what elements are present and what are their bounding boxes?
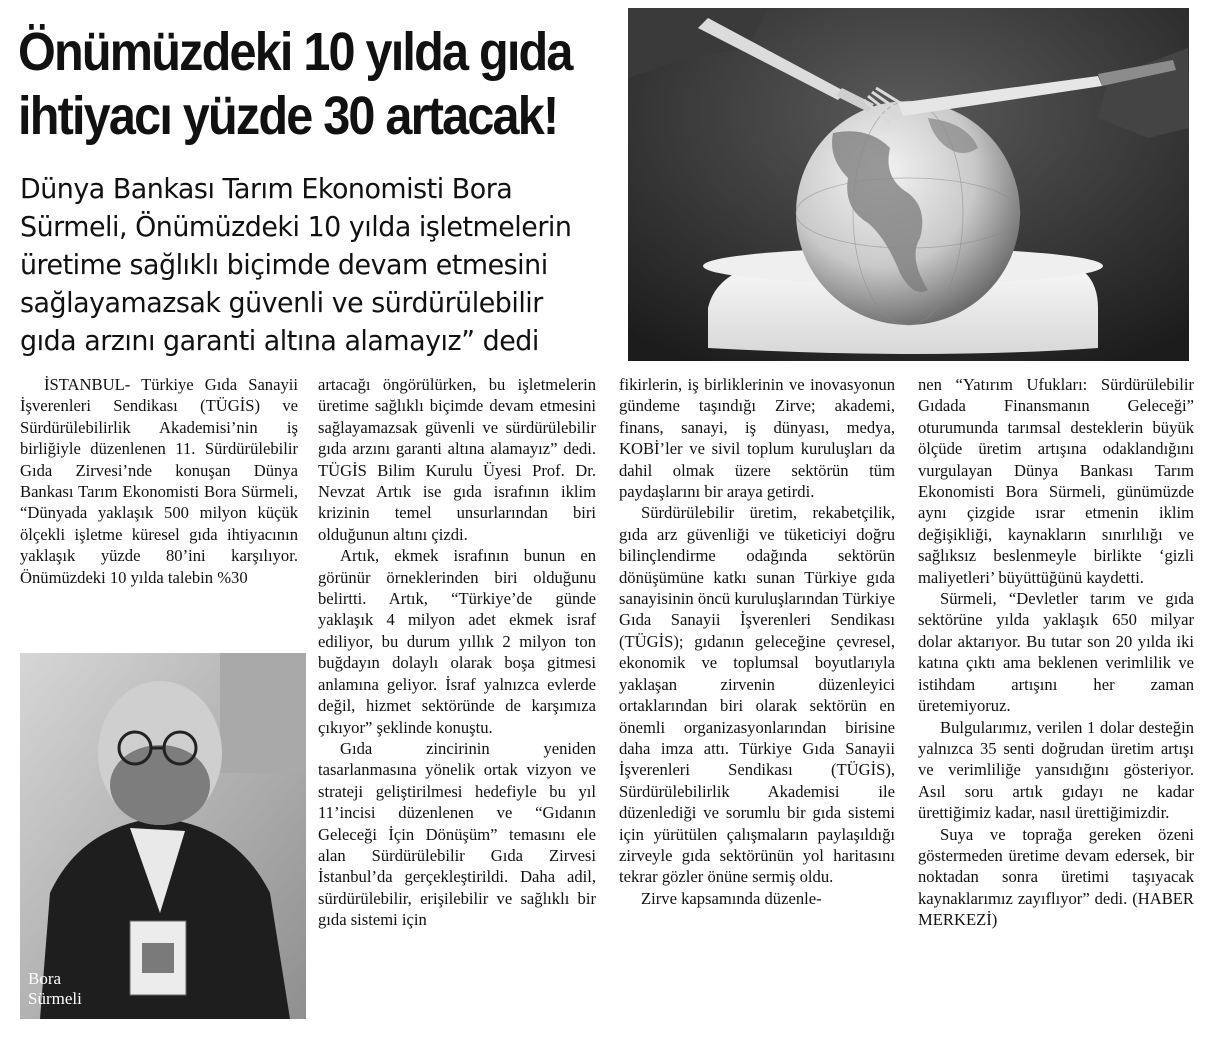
body-column-2 <box>318 374 596 931</box>
globe-illustration <box>628 8 1189 361</box>
photo-caption: Bora Sürmeli <box>28 969 82 1008</box>
paragraph: Gıda zincirinin yeniden tasarlanmasına yönelik ortak vizyon ve strateji geliştirilmesi hedefiyle bu yıl 11’incisi düzenlenen ve “Gıdanın Geleceği İçin Dönüşüm” temasını ele alan Sürdürülebilir Gıda Zirvesi İstanbul’da gerçekleştirildi. Daha adil, sürdürülebilir, erişilebilir ve sağlıklı bir gıda sistemi için <box>318 738 596 930</box>
subhead-line: gıda arzını garanti altına alamayız” dedi <box>20 324 539 357</box>
subhead-line: Sürmeli, Önümüzdeki 10 yılda işletmelerin <box>20 210 572 243</box>
paragraph: Bulgularımız, verilen 1 dolar desteğin yalnızca 35 senti doğrudan üretim artışı ve verimliliğe yansıdığını gösteriyor. Asıl soru artık gıdayı ne kadar ürettiğimiz kadar, nasıl ürettiğimizdir. <box>918 717 1194 823</box>
paragraph: Suya ve toprağa gereken özeni göstermeden üretime devam edersek, bir noktadan sonra üretimi taşıyacak kaynaklarımız zayıflıyor” dedi. (HABER MERKEZİ) <box>918 824 1194 930</box>
subhead-line: sağlayamazsak güvenli ve sürdürülebilir <box>20 286 543 319</box>
speaker-illustration <box>20 653 306 1019</box>
paragraph: fikirlerin, iş birliklerinin ve inovasyonun gündeme taşındığı Zirve; akademi, finans, sanayi, iş dünyası, medya, KOBİ’ler ve sivil toplum kuruluşları da dahil olmak üzere sektörün tüm paydaşlarını bir araya getirdi. <box>619 375 895 502</box>
body-column-4 <box>918 374 1194 931</box>
headline <box>18 20 572 148</box>
subhead-line: üretime sağlıklı biçimde devam etmesini <box>20 248 548 281</box>
headline-line-2: ihtiyacı yüzde 30 artacak! <box>18 86 558 146</box>
subhead-line: Dünya Bankası Tarım Ekonomisti Bora <box>20 172 513 205</box>
paragraph: Artık, ekmek israfının bunun en görünür örneklerinden biri olduğunu belirtti. Artık, “Türkiye’de günde yaklaşık 4 milyon adet ekmek israf ediliyor, bu durum yıllık 2 milyon ton buğdayın dolaylı olarak boşa gitmesi anlamına geliyor. İsraf yalnızca evlerde değil, hizmet sektöründe de karşımıza çıkıyor” şeklinde konuştu. <box>318 546 596 737</box>
body-column-1 <box>20 374 298 588</box>
paragraph: İSTANBUL- Türkiye Gıda Sanayii İşverenleri Sendikası (TÜGİS) ve Sürdürülebilirlik Akademisi’nin iş birliğiyle düzenlenen 11. Sürdürülebilir Gıda Zirvesi’nde konuşan Dünya Bankası Tarım Ekonomisti Bora Sürmeli, “Dünyada yaklaşık 500 milyon küçük ölçekli işletme küresel gıda ihtiyacının yaklaşık yüzde 80’ini karşılıyor. Önümüzdeki 10 yılda talebin %30 <box>20 375 298 587</box>
paragraph: Zirve kapsamında düzenle- <box>641 888 822 908</box>
paragraph: Sürmeli, “Devletler tarım ve gıda sektörüne yılda yaklaşık 650 milyar dolar aktarıyor. Bu tutar son 20 yılda iki katına çıktı ama beklenen verimlilik ve istihdam artışını her zaman üretemiyoruz. <box>918 589 1194 716</box>
headline-line-1: Önümüzdeki 10 yılda gıda <box>18 22 572 82</box>
speaker-photo <box>20 653 306 1019</box>
globe-photo <box>628 8 1189 361</box>
subheadline <box>20 170 596 360</box>
body-column-3 <box>619 374 895 909</box>
paragraph: Sürdürülebilir üretim, rekabetçilik, gıda arz güvenliği ve tüketiciyi doğru bilinçlendirme odağında sektörün dönüşümüne katkı sunan Türkiye gıda sanayisinin öncü kuruluşlarından Türkiye Gıda Sanayii İşverenleri Sendikası (TÜGİS); gıdanın geleceğine çevresel, ekonomik ve toplumsal boyutlarıyla yaklaşan zirvenin düzenleyici ortaklarından biri olarak sektörün en önemli organizasyonlarından birisine daha imza attı. Türkiye Gıda Sanayii İşverenleri Sendikası (TÜGİS), Sürdürülebilirlik Akademisi ile düzenlediği ve sorumlu bir gıda sistemi için yürütülen çalışmaların paylaşıldığı zirveyle gıda sektörünün yol haritasını tekrar gözler önüne sermiş oldu. <box>619 503 895 887</box>
paragraph: nen “Yatırım Ufukları: Sürdürülebilir Gıdada Finansmanın Geleceği” oturumunda tarımsal desteklerin büyük ölçüde üretim artışına odaklandığını vurgulayan Dünya Bankası Tarım Ekonomisti Bora Sürmeli, günümüzde aynı çizgide ısrar etmenin iklim değişikliği, kaynakların sınırlılığı ve sağlıksız beslenmeyle birlikte ‘gizli maliyetleri’ büyüttüğünü kaydetti. <box>918 375 1194 587</box>
paragraph: artacağı öngörülürken, bu işletmelerin üretime sağlıklı biçimde devam etmesini sağlayamazsak güvenli ve sürdürülebilir gıda arzını garanti altına alamayız” dedi. TÜGİS Bilim Kurulu Üyesi Prof. Dr. Nevzat Artık ise gıda israfının iklim krizinin temel unsurlarından biri olduğunun altını çizdi. <box>318 375 596 544</box>
